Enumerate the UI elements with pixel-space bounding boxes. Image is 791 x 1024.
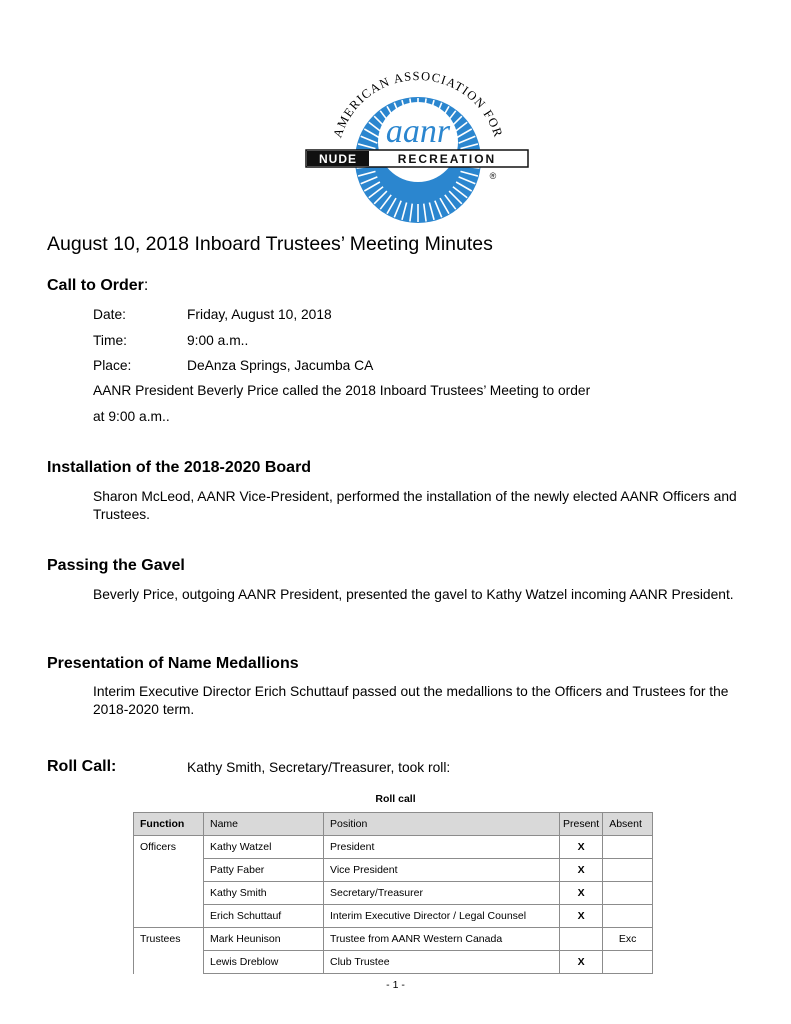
row-name: Patty Faber <box>204 859 324 882</box>
logo-mark: aanr <box>385 113 451 150</box>
row-position: Trustee from AANR Western Canada <box>324 928 560 951</box>
row-absent: Exc <box>603 928 653 951</box>
logo-band-prefix: NUDE <box>318 152 358 166</box>
date-value: Friday, August 10, 2018 <box>187 307 332 322</box>
roll-call-table <box>133 812 653 974</box>
row-absent <box>603 859 653 882</box>
row-position: Vice President <box>324 859 560 882</box>
row-name: Kathy Watzel <box>204 836 324 859</box>
row-name: Kathy Smith <box>204 882 324 905</box>
call-to-order-heading-text: Call to Order <box>47 277 144 294</box>
row-name: Erich Schuttauf <box>204 905 324 928</box>
row-position: Club Trustee <box>324 951 560 974</box>
row-function: Trustees <box>134 928 204 951</box>
column-header-name: Name <box>204 813 324 836</box>
table-header-row <box>134 813 653 836</box>
gavel-text: Beverly Price, outgoing AANR President, presented the gavel to Kathy Watzel incoming AANR President. <box>93 587 734 602</box>
row-absent <box>603 905 653 928</box>
row-present: X <box>560 836 603 859</box>
row-function: Officers <box>134 836 204 859</box>
installation-heading: Installation of the 2018-2020 Board <box>47 459 312 476</box>
place-value: DeAnza Springs, Jacumba CA <box>187 358 374 373</box>
page-number: - 1 - <box>386 979 405 991</box>
time-value: 9:00 a.m.. <box>187 333 249 348</box>
document-title: August 10, 2018 Inboard Trustees’ Meeting Minutes <box>47 233 493 255</box>
row-present: X <box>560 882 603 905</box>
row-function <box>134 882 204 905</box>
column-header-absent: Absent <box>603 813 653 836</box>
table-row <box>134 859 653 882</box>
column-header-function: Function <box>134 813 204 836</box>
table-caption: Roll call <box>375 793 416 805</box>
row-position: Secretary/Treasurer <box>324 882 560 905</box>
row-function <box>134 859 204 882</box>
call-to-order-heading <box>47 277 148 295</box>
row-present: X <box>560 905 603 928</box>
roll-call-heading: Roll Call: <box>47 758 117 775</box>
column-header-present: Present <box>560 813 603 836</box>
row-name: Lewis Dreblow <box>204 951 324 974</box>
place-label: Place: <box>93 358 132 373</box>
logo-band-suffix: RECREATION <box>397 152 497 166</box>
aanr-logo <box>296 62 540 224</box>
medallions-text: Interim Executive Director Erich Schuttauf passed out the medallions to the Officers and Trustees for the 2018-2020 term. <box>93 684 729 717</box>
row-name: Mark Heunison <box>204 928 324 951</box>
roll-call-text: Kathy Smith, Secretary/Treasurer, took roll: <box>187 760 451 775</box>
logo-registered: ® <box>489 171 497 181</box>
gavel-heading: Passing the Gavel <box>47 557 185 574</box>
row-position: Interim Executive Director / Legal Counsel <box>324 905 560 928</box>
installation-text: Sharon McLeod, AANR Vice-President, performed the installation of the newly elected AANR Officers and Trustees. <box>93 489 737 522</box>
row-present <box>560 928 603 951</box>
table-row <box>134 882 653 905</box>
call-to-order-colon: : <box>143 277 149 294</box>
row-function <box>134 905 204 928</box>
table-row <box>134 905 653 928</box>
row-position: President <box>324 836 560 859</box>
row-absent <box>603 882 653 905</box>
logo-arc-text: AMERICAN ASSOCIATION FOR <box>330 68 506 140</box>
call-to-order-line-2: at 9:00 a.m.. <box>93 409 170 424</box>
time-label: Time: <box>93 333 127 348</box>
table-row <box>134 928 653 951</box>
row-absent <box>603 836 653 859</box>
table-row <box>134 836 653 859</box>
aanr-logo-graphic <box>296 62 540 224</box>
table-row <box>134 951 653 974</box>
row-function <box>134 951 204 974</box>
column-header-position: Position <box>324 813 560 836</box>
row-absent <box>603 951 653 974</box>
medallions-heading: Presentation of Name Medallions <box>47 655 299 672</box>
row-present: X <box>560 951 603 974</box>
call-to-order-line-1: AANR President Beverly Price called the 2018 Inboard Trustees’ Meeting to order <box>93 383 591 398</box>
row-present: X <box>560 859 603 882</box>
date-label: Date: <box>93 307 126 322</box>
